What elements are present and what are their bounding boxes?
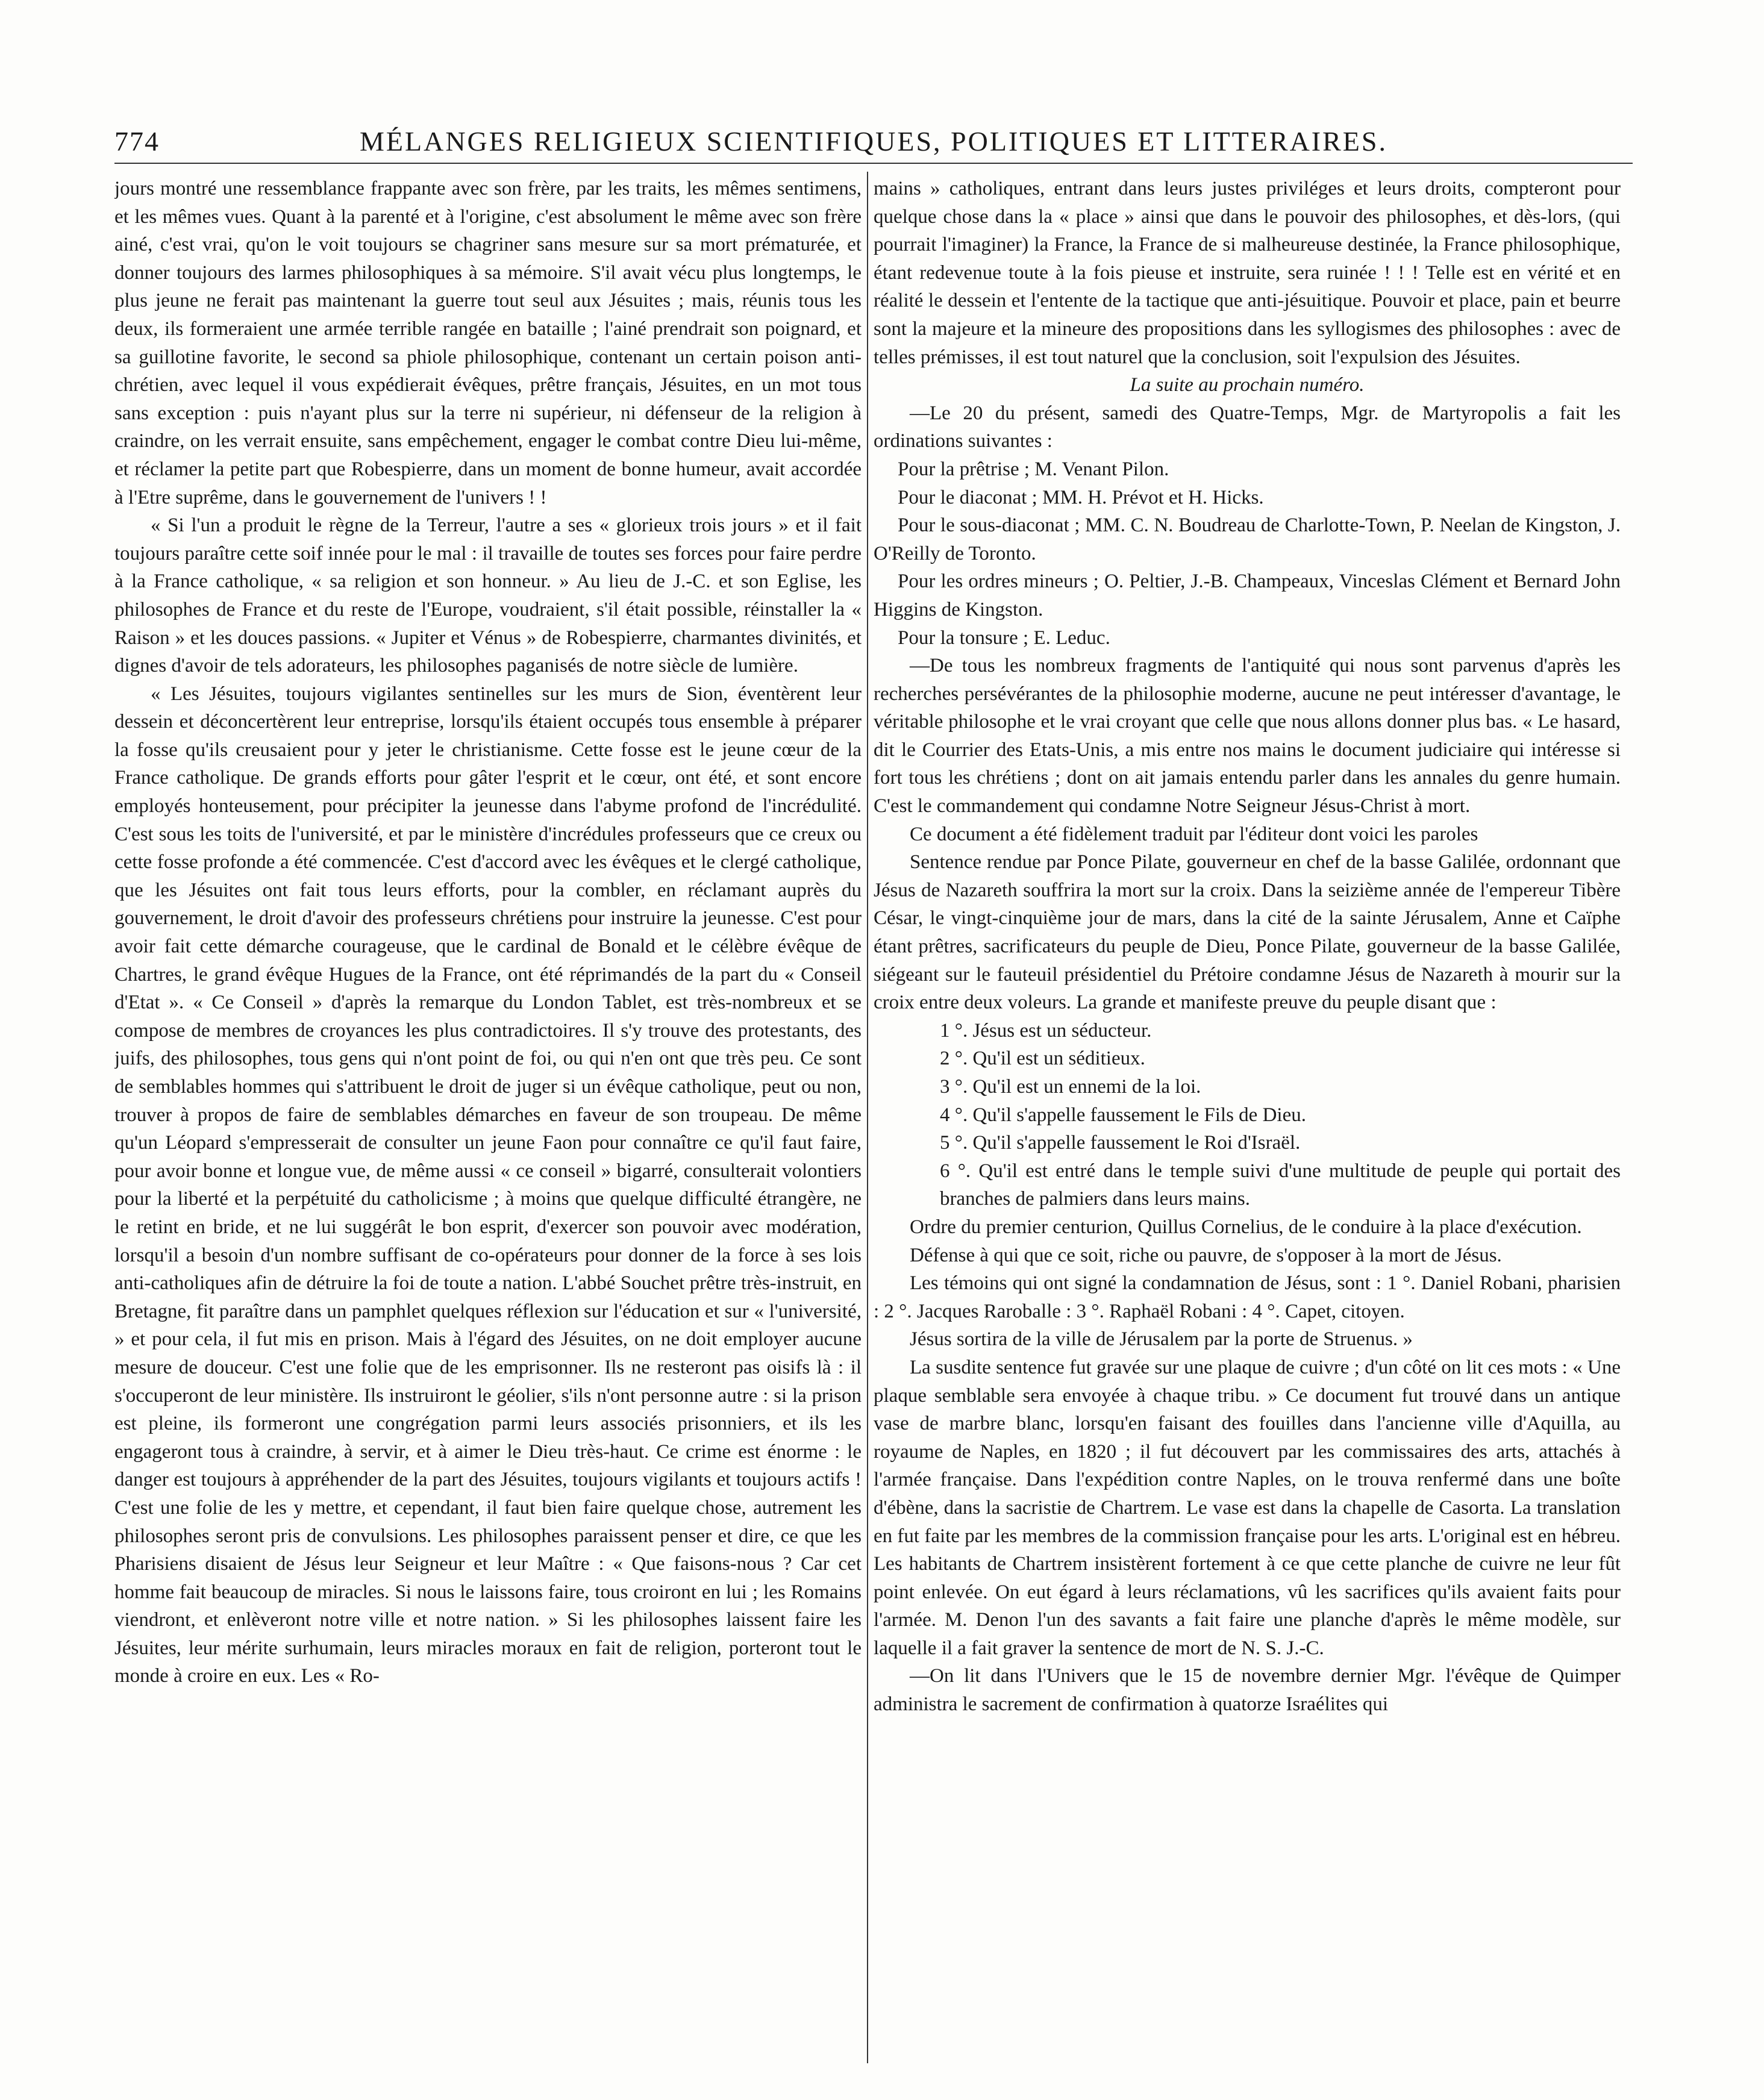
news-item: —On lit dans l'Univers que le 15 de novembre dernier Mgr. l'évêque de Quimper administra le sacrement de confirmation à quatorze Israélites qui [874,1665,1621,1716]
page-number: 774 [114,126,160,157]
article-paragraph: « Si l'un a produit le règne de la Terreur, l'autre a ses « glorieux trois jours » et il fait toujours paraître cette soif innée pour le mal : il travaille de toutes ses forces pour faire perdre à la France catholique, « sa religion et son honneur. » Au lieu de J.-C. et son Eglise, les philosophes de France et du reste de l'Europe, voudraient, s'il était possible, réinstaller la « Raison » et les douces passions. « Jupiter et Vénus » de Robespierre, charmantes divinités, et dignes d'avoir de tels adorateurs, les philosophes paganisés de notre siècle de lumière. [114,514,862,677]
news-item: —De tous les nombreux fragments de l'antiquité qui nous sont parvenus d'après les recherches persévérantes de la philosophie moderne, aucune ne peut intéresser d'avantage, le véritable philosophe et le vrai croyant que celle que nous allons donner plus bas. « Le hasard, dit le Courrier des Etats-Unis, a mis entre nos mains le document judiciaire qui intéresse si fort tous les chrétiens ; dont on ait jamais entendu parler dans les annales du genre humain. C'est le commandement qui condamne Notre Seigneur Jésus-Christ à mort. [874,655,1621,817]
page-header [114,120,1633,164]
accusation-item: 1 °. Jésus est un séducteur. [940,1019,1152,1042]
continued-note: La suite au prochain numéro. [1130,374,1365,396]
accusation-item: 5 °. Qu'il s'appelle faussement le Roi d'Israël. [940,1132,1301,1154]
article-paragraph: jours montré une ressemblance frappante avec son frère, par les traits, les mêmes sentimens, et les mêmes vues. Quant à la parenté et à l'origine, c'est absolument le même avec son frère ainé, c'est vrai, qu'on le voit toujours se chagriner sans mesure sur sa mort prématurée, et donner toujours des larmes philosophiques à sa mémoire. S'il avait vécu plus longtemps, le plus jeune ne ferait pas maintenant la guerre tout seul aux Jésuites ; mais, réunis tous les deux, ils formeraient une armée terrible rangée en bataille ; l'ainé prendrait son poignard, et sa guillotine favorite, le second sa phiole philosophique, contenant un certain poison anti-chrétien, avec lequel il vous expédierait évêques, prêtre français, Jésuites, en un mot tous sans exception : puis n'ayant plus sur la terre ni supérieur, ni défenseur de la religion à craindre, on les verrait ensuite, sans empêchement, engager le combat contre Dieu lui-même, et réclamer la petite part que Robespierre, dans un moment de bonne humeur, avait accordée à l'Etre suprême, dans le gouvernement de l'univers ! ! [114,178,862,508]
article-paragraph: mains » catholiques, entrant dans leurs justes priviléges et leurs droits, compteront pour quelque chose dans la « place » ainsi que dans le pouvoir des philosophes, et dès-lors, (qui pourrait l'imaginer) la France, la France de si malheureuse destinée, la France philosophique, étant redevenue toute à la fois pieuse et instruite, sera ruinée ! ! ! Telle est en vérité et en réalité le dessein et l'entente de la tactique que anti-jésuitique. Pouvoir et place, pain et beurre sont la majeure et la mineure des propositions dans les syllogismes des philosophes : avec de telles prémisses, il est tout naturel que la conclusion, soit l'expulsion des Jésuites. [874,178,1621,368]
accusation-item: 4 °. Qu'il s'appelle faussement le Fils de Dieu. [940,1104,1306,1126]
article-paragraph: Ce document a été fidèlement traduit par l'éditeur dont voici les paroles [910,823,1478,845]
ordination-line: Pour le diaconat ; MM. H. Prévot et H. Hicks. [898,486,1264,508]
ordination-line: Pour le sous-diaconat ; MM. C. N. Boudreau de Charlotte-Town, P. Neelan de Kingston, J. O'Reilly de Toronto. [874,514,1621,564]
ordination-line: Pour la prêtrise ; M. Venant Pilon. [898,458,1169,480]
article-paragraph: Ordre du premier centurion, Quillus Cornelius, de le conduire à la place d'exécution. [910,1216,1582,1238]
accusation-item: 3 °. Qu'il est un ennemi de la loi. [940,1076,1201,1098]
column-divider [867,172,868,2063]
article-paragraph: Défense à qui que ce soit, riche ou pauvre, de s'opposer à la mort de Jésus. [910,1244,1502,1266]
news-item: —Le 20 du présent, samedi des Quatre-Temps, Mgr. de Martyropolis a fait les ordinations suivantes : [874,402,1621,452]
article-paragraph: « Les Jésuites, toujours vigilantes sentinelles sur les murs de Sion, éventèrent leur dessein et déconcertèrent leur entreprise, lorsqu'ils étaient occupés tous ensemble à préparer la fosse qu'ils creusaient pour y jeter le christianisme. Cette fosse est le jeune cœur de la France catholique. De grands efforts pour gâter l'esprit et le cœur, ont été, et sont encore employés honteusement, pour précipiter la jeunesse dans l'abyme profond de l'incrédulité. C'est sous les toits de l'université, et par le ministère d'incrédules professeurs que ce creux ou cette fosse profonde a été commencée. C'est d'accord avec les évêques et le clergé catholique, que les Jésuites ont fait tous leurs efforts, pour la combler, en réclamant auprès du gouvernement, le droit d'avoir des professeurs chrétiens pour instruire la jeunesse. C'est pour avoir fait cette démarche courageuse, que le cardinal de Bonald et le célèbre évêque de Chartres, le grand évêque Hugues de la France, ont été réprimandés de la part du « Conseil d'Etat ». « Ce Conseil » d'après la remarque du London Tablet, est très-nombreux et se compose de membres de croyances les plus contradictoires. Il s'y trouve des protestants, des juifs, des philosophes, tous gens qui n'ont point de foi, ou qui n'en ont que très peu. Ce sont de semblables hommes qui s'attribuent le droit de juger si un évêque catholique, peut ou non, trouver à propos de faire de semblables démarches en faveur de son troupeau. De même qu'un Léopard s'empresserait de consulter un jeune Faon pour connaître ce qu'il faut faire, pour avoir bonne et longue vue, de même aussi « ce conseil » bigarré, consulterait volontiers pour la liberté et la perpétuité du catholicisme ; à moins que quelque difficulté étrangère, ne le retint en bride, et ne lui suggérât le bon esprit, d'exercer son pouvoir avec modération, lorsqu'il a besoin d'un nombre suffisant de co-opérateurs pour donner de la force à ses lois anti-catholiques afin de détruire la foi de toute a nation. L'abbé Souchet prêtre très-instruit, en Bretagne, fit paraître dans un pamphlet quelques réflexion sur l'éducation et sur « l'université, » et pour cela, il fut mis en prison. Mais à l'égard des Jésuites, on ne doit employer aucune mesure de douceur. C'est une folie que de les emprisonner. Ils ne resteront pas oisifs là : il s'occuperont de leur ministère. Ils instruiront le géolier, s'ils n'ont personne autre : si la prison est pleine, ils formeront une congrégation parmi leurs associés prisonniers, et ils les engageront tous à craindre, à servir, et à aimer le Dieu très-haut. Ce crime est énorme : le danger est toujours à appréhender de la part des Jésuites, toujours vigilants et toujours actifs ! C'est une folie de les y mettre, et cependant, il faut bien faire quelque chose, autrement les philosophes seront pris de convulsions. Les philosophes paraissent penser et dire, ce que les Pharisiens disaient de Jésus leur Seigneur et leur Maître : « Que faisons-nous ? Car cet homme fait beaucoup de miracles. Si nous le laissons faire, tous croiront en lui ; les Romains viendront, et enlèveront notre ville et notre nation. » Si les philosophes laissent faire les Jésuites, leur mérite surhumain, leurs miracles moraux en fait de religion, porteront tout le monde à croire en eux. Les « Ro- [114,683,862,1687]
accusation-item: 6 °. Qu'il est entré dans le temple suivi d'une multitude de peuple qui portait des branches de palmiers dans leurs mains. [940,1160,1621,1210]
ordination-line: Pour les ordres mineurs ; O. Peltier, J.-B. Champeaux, Vinceslas Clément et Bernard John Higgins de Kingston. [874,570,1621,620]
running-title: MÉLANGES RELIGIEUX SCIENTIFIQUES, POLITIQUES ET LITTERAIRES. [360,126,1387,157]
sentence-text: Sentence rendue par Ponce Pilate, gouverneur en chef de la basse Galilée, ordonnant que Jésus de Nazareth souffrira la mort sur la croix. Dans la seizième année de l'empereur Tibère César, le vingt-cinquième jour de mars, dans la cité de la sainte Jérusalem, Anne et Caïphe étant prêtres, sacrificateurs du peuple de Dieu, Ponce Pilate, gouverneur de la basse Galilée, siégeant sur le fauteuil présidentiel du Prétoire condamne Jésus de Nazareth à mourir sur la croix entre deux voleurs. La grande et manifeste preuve du peuple disant que : [874,851,1621,1014]
right-column [874,175,1621,2060]
ordination-line: Pour la tonsure ; E. Leduc. [898,627,1110,649]
article-paragraph: La susdite sentence fut gravée sur une plaque de cuivre ; d'un côté on lit ces mots : « Une plaque semblable sera envoyée à chaque tribu. » Ce document fut trouvé dans un antique vase de marbre blanc, lorsqu'en faisant des fouilles dans l'ancienne ville d'Aquilla, au royaume de Naples, en 1820 ; il fut découvert par les commissaires des arts, attachés à l'armée française. Dans l'expédition contre Naples, on le trouva renfermé dans une boîte d'ébène, dans la sacristie de Chartrem. Le vase est dans la chapelle de Casorta. La translation en fut faite par les membres de la commission française pour les arts. L'original est en hébreu. Les habitants de Chartrem insistèrent fortement à ce que cette planche de cuivre ne leur fût point enlevée. On eut égard à leurs réclamations, vû les sacrifices qu'ils avaient faits pour l'armée. M. Denon l'un des savants a fait faire une planche d'après le même modèle, sur laquelle il a fait graver la sentence de mort de N. S. J.-C. [874,1356,1621,1659]
accusation-item: 2 °. Qu'il est un séditieux. [940,1048,1145,1070]
article-paragraph: Les témoins qui ont signé la condamnation de Jésus, sont : 1 °. Daniel Robani, pharisien : 2 °. Jacques Raroballe : 3 °. Raphaël Robani : 4 °. Capet, citoyen. [874,1272,1621,1322]
left-column [114,175,862,2060]
article-paragraph: Jésus sortira de la ville de Jérusalem par la porte de Struenus. » [910,1328,1413,1351]
